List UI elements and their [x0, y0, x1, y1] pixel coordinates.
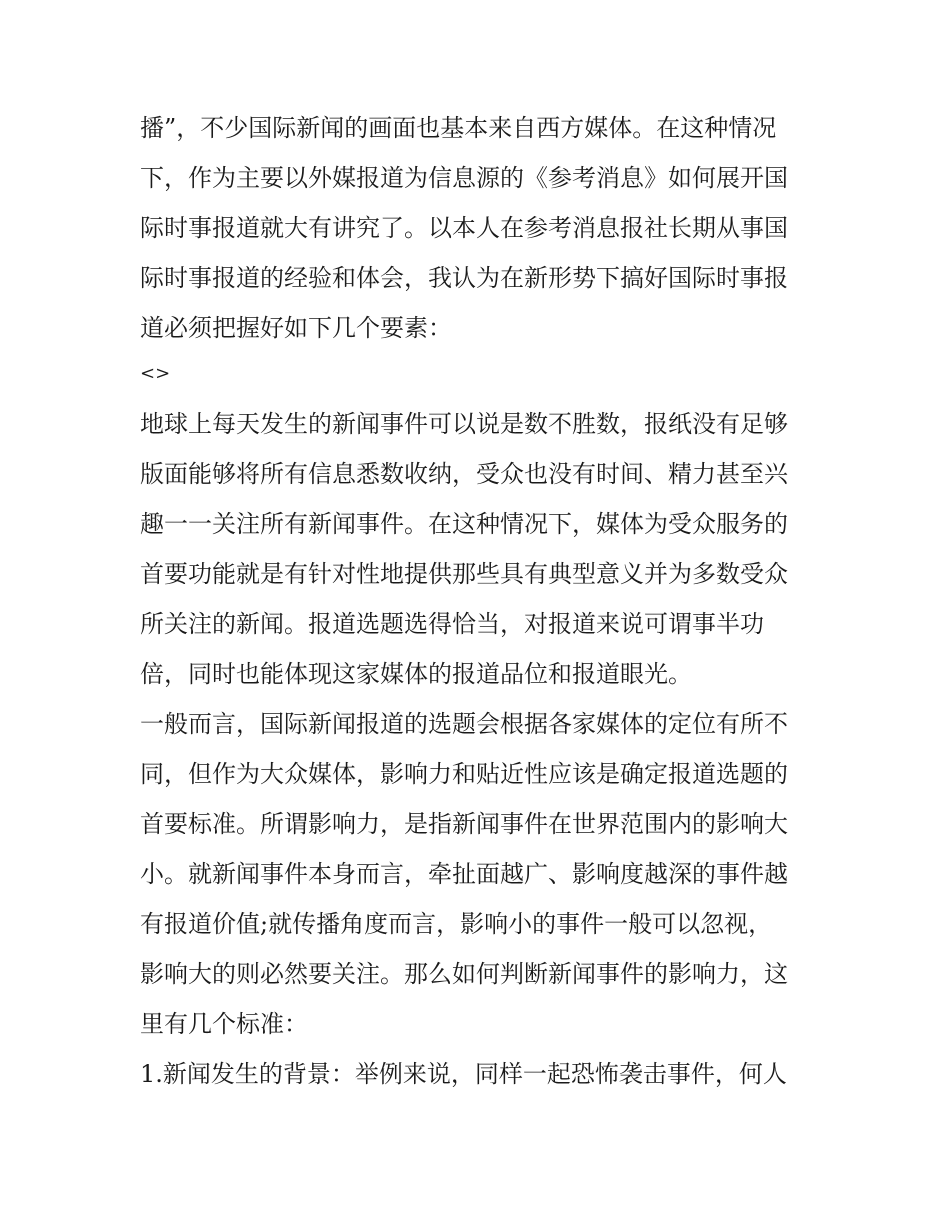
text-line: 有报道价值;就传播角度而言，影响小的事件一般可以忽视， — [140, 910, 773, 938]
text-line: 首要标准。所谓影响力，是指新闻事件在世界范围内的影响大 — [140, 810, 788, 838]
text-line: 同，但作为大众媒体，影响力和贴近性应该是确定报道选题的 — [140, 760, 788, 788]
text-line: 趣一一关注所有新闻事件。在这种情况下，媒体为受众服务的 — [140, 510, 788, 538]
text-line: 地球上每天发生的新闻事件可以说是数不胜数，报纸没有足够 — [140, 410, 788, 438]
text-line: 际时事报道就大有讲究了。以本人在参考消息报社长期从事国 — [140, 214, 788, 242]
text-line: 播”，不少国际新闻的画面也基本来自西方媒体。在这种情况 — [140, 114, 777, 142]
text-line: 小。就新闻事件本身而言，牵扯面越广、影响度越深的事件越 — [140, 860, 788, 888]
text-line: 倍，同时也能体现这家媒体的报道品位和报道眼光。 — [140, 660, 692, 688]
placeholder-marker: <> — [140, 363, 171, 384]
text-line: 1.新闻发生的背景：举例来说，同样一起恐怖袭击事件，何人 — [140, 1060, 787, 1088]
text-line: 里有几个标准： — [140, 1010, 308, 1038]
text-line: 影响大的则必然要关注。那么如何判断新闻事件的影响力，这 — [140, 960, 788, 988]
text-line: 际时事报道的经验和体会，我认为在新形势下搞好国际时事报 — [140, 264, 788, 292]
document-body — [140, 103, 815, 1099]
text-line: 道必须把握好如下几个要素： — [140, 314, 452, 342]
text-line: 首要功能就是有针对性地提供那些具有典型意义并为多数受众 — [140, 560, 788, 588]
text-line: 所关注的新闻。报道选题选得恰当，对报道来说可谓事半功 — [140, 610, 764, 638]
text-line: 版面能够将所有信息悉数收纳，受众也没有时间、精力甚至兴 — [140, 460, 788, 488]
text-line: 一般而言，国际新闻报道的选题会根据各家媒体的定位有所不 — [140, 710, 788, 738]
text-line: 下，作为主要以外媒报道为信息源的《参考消息》如何展开国 — [140, 164, 788, 192]
